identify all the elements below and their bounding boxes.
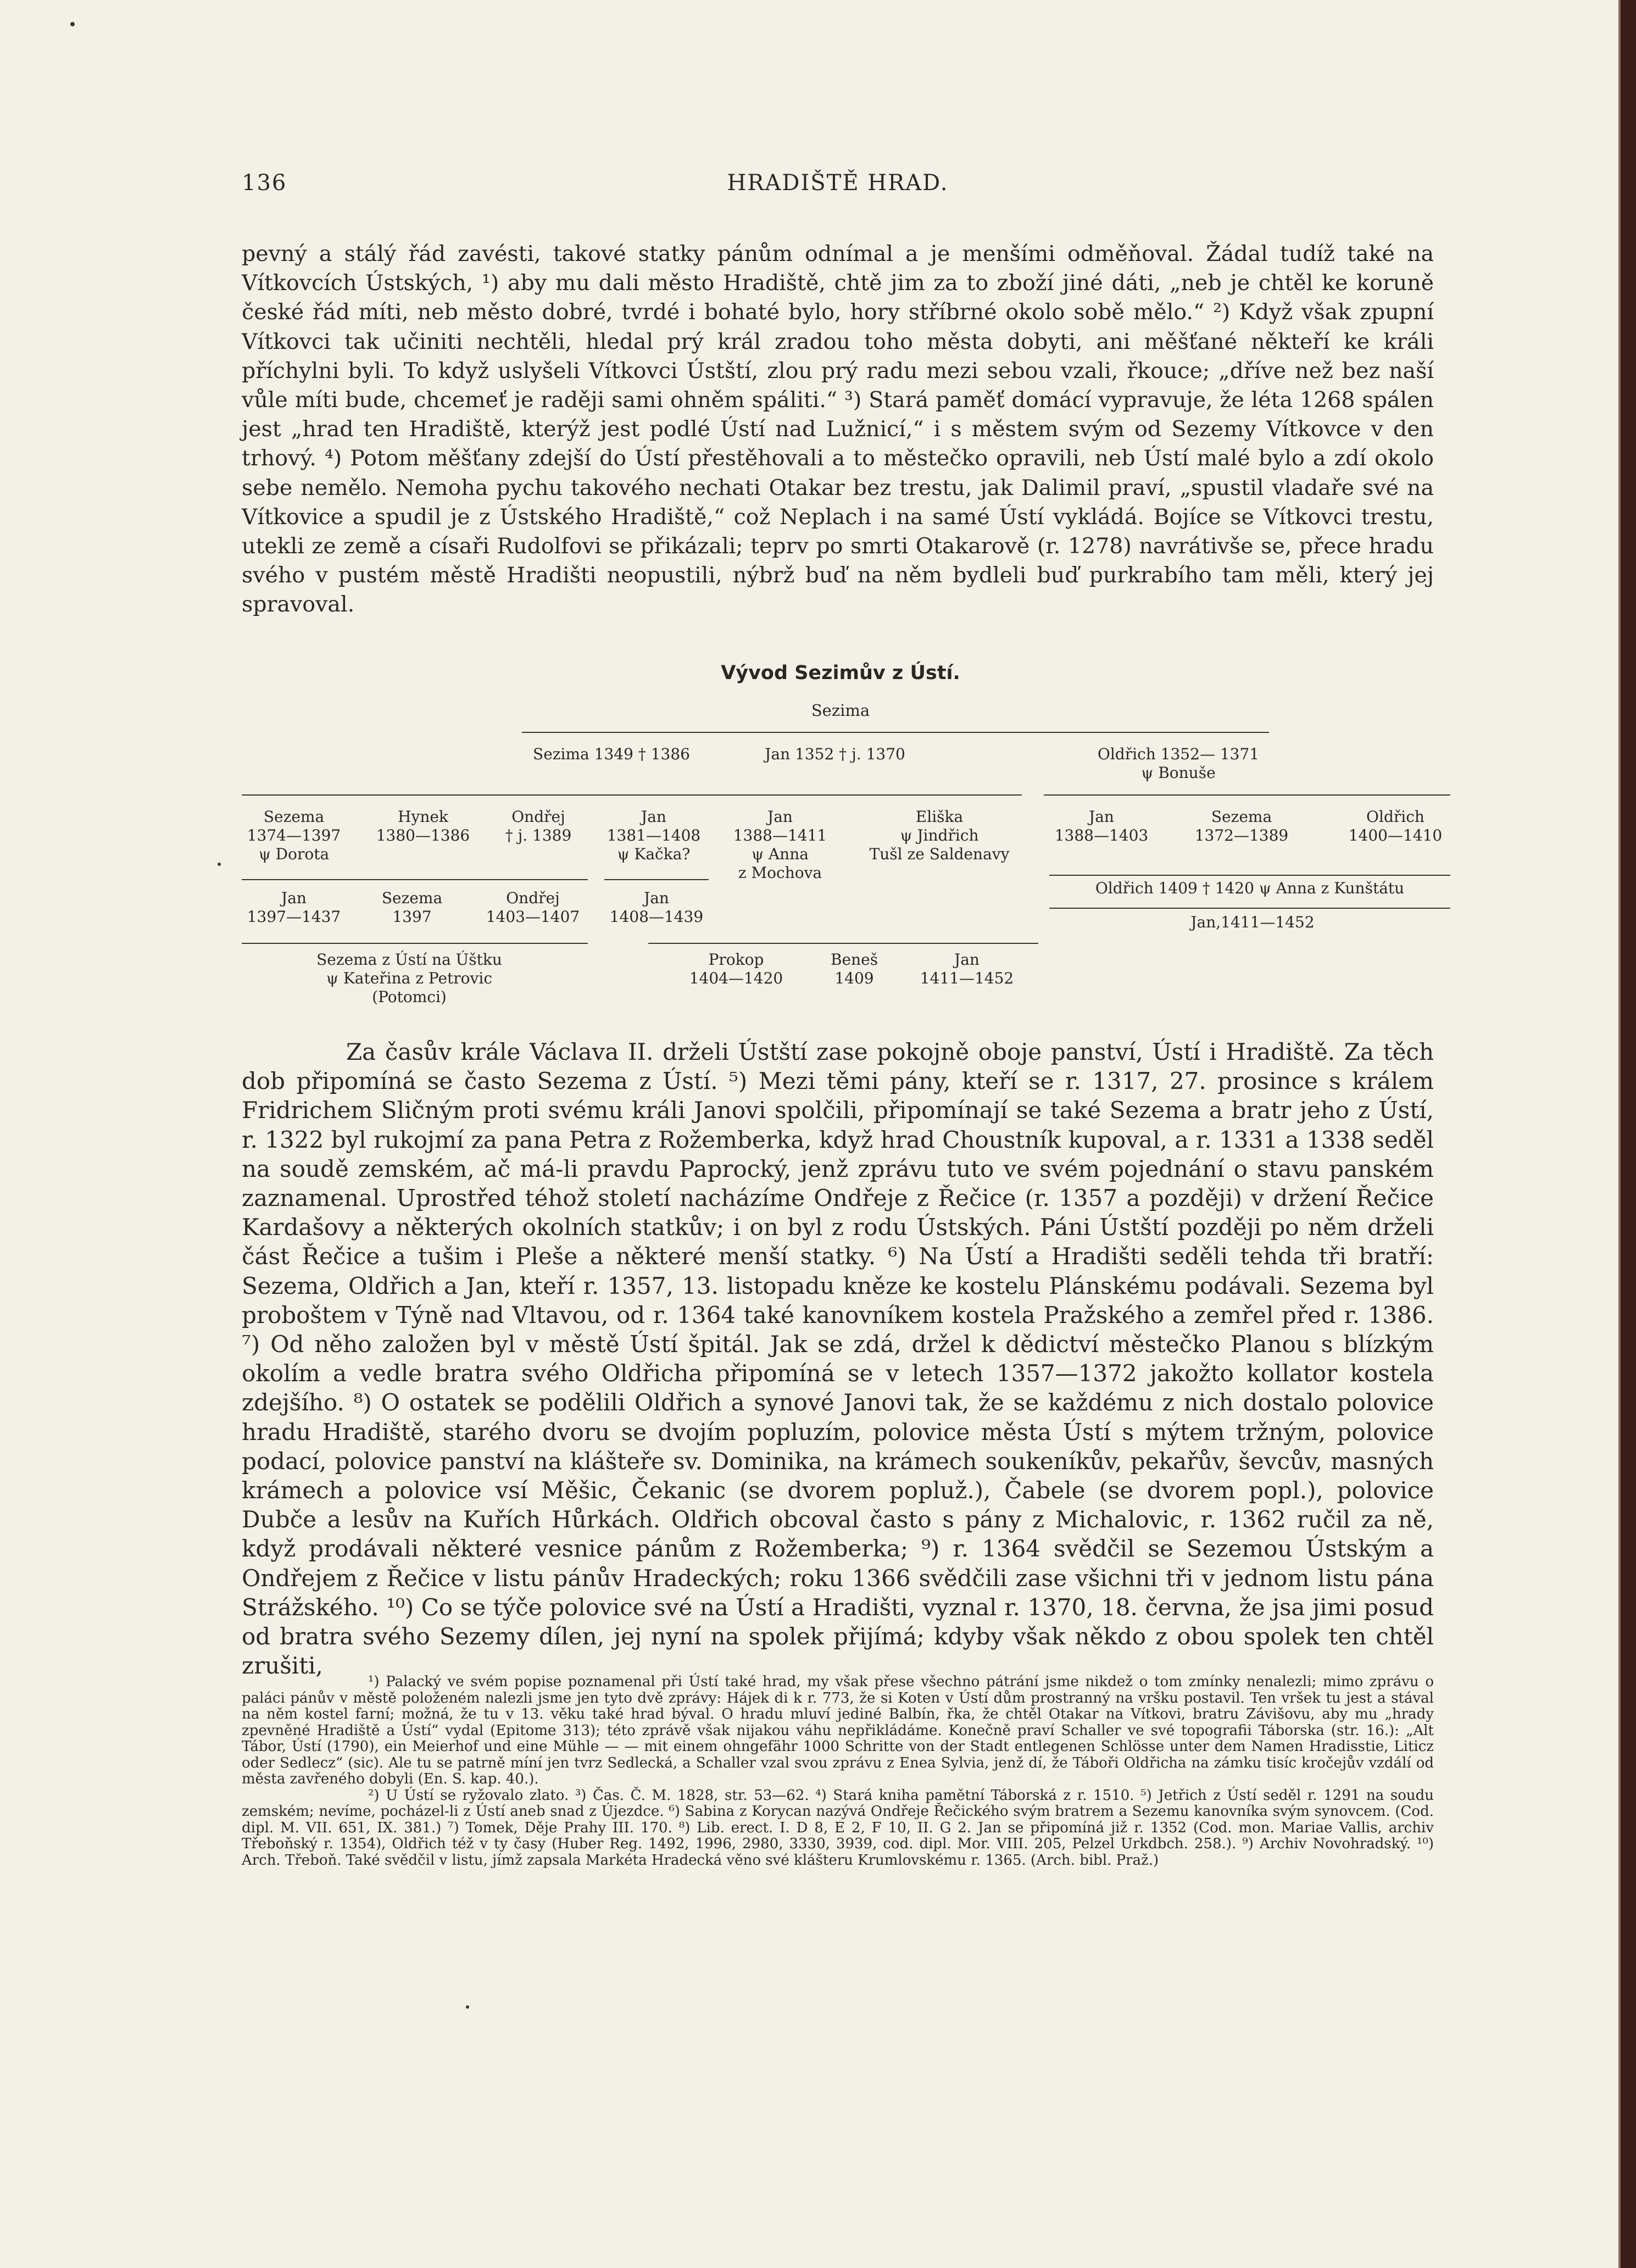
genealogy-root: Sezima — [811, 701, 870, 720]
node-benes: Beneš 1409 — [830, 950, 878, 987]
node-jan-g3: Jan 1397—1437 — [247, 889, 341, 926]
tree-line-oldrich-children — [1044, 794, 1450, 796]
paragraph-2-text: Za časův krále Václava II. drželi Ústští zase pokojně oboje panství, Ústí i Hradiště. Za těch dob připomíná se často Sezema z Ústí. ⁵) Mezi těmi pány, kteří se r. 1317, 27. prosince s králem Fridrichem Sličným proti svému králi Janovi spolčili, připomínají se také Sezema a bratr jeho z Ústí, r. 1322 byl rukojmí za pana Petra z Rožemberka, když hrad Choustník kupoval, a r. 1331 a 1338 seděl na soudě zemském, ač má-li pravdu Paprocký, jenž zprávu tuto ve svém pojednání o stavu panském zaznamenal. Uprostřed téhož století nacházíme Ondřeje z Řečice (r. 1357 a později) v držení Řečice Kardašovy a některých okolních statkův; i on byl z rodu Ústských. Páni Ústští později po něm drželi část Řečice a tušim i Pleše a některé menší statky. ⁶) Na Ústí a Hradišti seděli tehda tři bratří: Sezema, Oldřich a Jan, kteří r. 1357, 13. listopadu kněze ke kostelu Plánskému podávali. Sezema byl proboštem v Týně nad Vltavou, od r. 1364 také kanovníkem kostela Pražského a zemřel před r. 1386. ⁷) Od něho založen byl v městě Ústí špitál. Jak se zdá, držel k dědictví městečko Planou s blízkým okolím a vedle bratra svého Oldřicha připomíná se v letech 1357—1372 jakožto kollator kostela zdejšího. ⁸) O ostatek se podělili Oldřich a synové Janovi tak, že se každému z nich dostalo polovice hradu Hradiště, starého dvoru se dvojím popluzím, polovice města Ústí s mýtem tržným, polovice podací, polovice panství na klášteře sv. Dominika, na krámech soukeníkův, pekařův, ševcův, masných krámech a polovice vsí Měšic, Čekanic (se dvorem popluž.), Čabele (se dvorem popl.), polovice Dubče a lesův na Kuřích Hůrkách. Oldřich obcoval často s pány z Michalovic, r. 1362 ručil za ně, když prodávali některé vesnice pánům z Rožemberka; ⁹) r. 1364 svědčil se Sezemou Ústským a Ondřejem z Řečice v listu pánův Hradeckých; roku 1366 svědčili zase všichni tři v jednom listu pána Strážského. ¹⁰) Co se týče polovice své na Ústí a Hradišti, vyznal r. 1370, 18. června, že jsa jimi posud od bratra svého Sezemy dílen, jej nyní na spolek přijímá; kdyby však někdo z obou spolek ten chtěl zrušiti, — [242, 1038, 1434, 1680]
node-ondrej-g3: Ondřej 1403—1407 — [486, 889, 580, 926]
node-sezema-g3: Sezema 1397 — [381, 889, 443, 926]
node-ondrej: Ondřej † j. 1389 — [505, 808, 572, 844]
node-jan-g4: Jan,1411—1452 — [1190, 913, 1315, 931]
tree-line-jan3-children — [1049, 875, 1450, 876]
print-speck — [70, 22, 75, 26]
node-eliska: Eliška ψ Jindřich Tušl ze Saldenavy — [869, 808, 1010, 863]
running-title: HRADIŠTĚ HRAD. — [727, 170, 949, 196]
node-jan-3: Jan 1388—1403 — [1054, 808, 1149, 844]
tree-line-oldrich-children-2 — [1049, 908, 1450, 909]
node-jan-2: Jan 1388—1411 ψ Anna z Mochova — [733, 808, 827, 882]
tree-line-sezema-children — [242, 879, 588, 880]
genealogy-title: Vývod Sezimův z Ústí. — [721, 662, 960, 684]
node-jan-g3-2: Jan 1408—1439 — [609, 889, 704, 926]
node-oldrich-g3: Oldřich 1409 † 1420 ψ Anna z Kunštátu — [1095, 879, 1405, 897]
footnotes — [242, 1674, 1434, 1869]
node-hynek: Hynek 1380—1386 — [376, 808, 470, 844]
node-sezema: Sezema 1374—1397 ψ Dorota — [247, 808, 341, 863]
node-jan: Jan 1352 † j. 1370 — [765, 745, 905, 763]
node-sezema-2: Sezema 1372—1389 — [1194, 808, 1289, 844]
page-number: 136 — [242, 170, 287, 196]
paragraph-1 — [242, 240, 1434, 620]
tree-line-jan2-children — [648, 943, 1038, 944]
tree-line-jan1-children — [604, 879, 709, 880]
node-jan-1: Jan 1381—1408 ψ Kačka? — [606, 808, 701, 863]
footnote-1: ¹) Palacký ve svém popise poznamenal při Ústí také hrad, my však přese všechno pátrání jsme nikdež o tom zmínky nenalezli; mimo zprávu o paláci pánův v městě položeném nalezli jsme jen tyto dvě zprávy: Hájek di k r. 773, že si Koten v Ústí dům prostranný na vršku postavil. Ten vršek tu jest a stával na něm kostel farní; možná, že tu v 13. věku také hrad býval. O hradu mluví jediné Balbín, řka, že chtěl Otakar na Vítkovi, bratru Závišovu, aby mu „hrady zpevněné Hradiště a Ústí“ vydal (Epitome 313); této zprávě však nijakou váhu nepřikládáme. Konečně praví Schaller ve své topografii Táborska (str. 16.): „Alt Tábor, Ústí (1790), ein Meierhof und eine Mühle — — mit einem ohngefähr 1000 Schritte von der Stadt entlegenen Schlösse unter dem Namen Hradisstie, Liticz oder Sedlecz“ (sic). Ale tu se patrně míní jen tvrz Sedlecká, a Schaller vzal svou zprávu z Enea Sylvia, jenž dí, že Táboři Oldřicha na zámku tisíc kročejův vzdálí od města zavřeného dobyli (En. S. kap. 40.). — [242, 1674, 1434, 1787]
node-oldrich-wife: ψ Bonuše — [1141, 764, 1216, 782]
print-speck — [218, 863, 221, 866]
footnotes-2-10: ²) U Ústí se ryžovalo zlato. ³) Čas. Č. M. 1828, str. 53—62. ⁴) Stará kniha pamětní Táborská z r. 1510. ⁵) Jetřich z Ústí seděl r. 1291 na soudu zemském; nevíme, pocházel-li z Ústí aneb snad z Újezdce. ⁶) Sabina z Korycan nazývá Ondřeje Řečického svým bratrem a Sezemu kanovníka svým synovcem. (Cod. dipl. M. VII. 651, IX. 381.) ⁷) Tomek, Děje Prahy III. 170. ⁸) Lib. erect. I. D 8, E 2, F 10, II. G 2. Jan se připomíná již r. 1352 (Cod. mon. Mariae Vallis, archiv Třeboňský r. 1354), Oldřich též v ty časy (Huber Reg. 1492, 1996, 2980, 3330, 3939, cod. dipl. Mor. VIII. 205, Pelzel Urkdbch. 258.). ⁹) Archiv Novohradský. ¹⁰) Arch. Třeboň. Také svědčil v listu, jímž zapsala Markéta Hradecká věno své klášteru Krumlovskému r. 1365. (Arch. bibl. Praž.) — [242, 1787, 1434, 1869]
book-binding-edge — [1621, 0, 1636, 2268]
node-sezima: Sezima 1349 † 1386 — [533, 745, 690, 763]
paragraph-2 — [242, 1037, 1434, 1680]
node-prokop: Prokop 1404—1420 — [689, 950, 783, 987]
tree-line-jan-children-2 — [242, 943, 588, 944]
tree-line-jan-children — [599, 794, 1022, 796]
node-oldrich: Oldřich 1352— 1371 — [1097, 745, 1260, 763]
node-jan-g4-2: Jan 1411—1452 — [920, 950, 1014, 987]
paragraph-1-text: pevný a stálý řád zavésti, takové statky pánům odnímal a je menšími odměňoval. Žádal tudíž také na Vítkovcích Ústských, ¹) aby mu dali město Hradiště, chtě jim za to zboží jiné dáti, „neb je chtěl ke koruně české řád míti, neb město dobré, tvrdé i bohaté bylo, hory stříbrné okolo sobě mělo.“ ²) Když však zpupní Vítkovci tak učiniti nechtěli, hledal prý král zradou toho města dobyti, ani měšťané někteří ke králi příchylni byli. To když uslyšeli Vítkovci Ústští, zlou prý radu mezi sebou vzali, řkouce; „dříve než bez naší vůle míti bude, chcemeť je raději sami ohněm spáliti.“ ³) Stará paměť domácí vypravuje, že léta 1268 spálen jest „hrad ten Hradiště, kterýž jest podlé Ústí nad Lužnicí,“ i s městem svým od Sezemy Vítkovce v den trhový. ⁴) Potom měšťany zdejší do Ústí přestěhovali a to městečko opravili, neb Ústí malé bylo a zdí okolo sebe nemělo. Nemoha pychu takového nechati Otakar bez trestu, jak Dalimil praví, „spustil vladaře své na Vítkovice a spudil je z Ústského Hradiště,“ což Neplach i na samé Ústí vykládá. Bojíce se Vítkovci trestu, utekli ze země a císaři Rudolfovi se přikázali; teprv po smrti Otakarově (r. 1278) navrátivše se, přece hradu svého v pustém městě Hradišti neopustili, nýbrž buď na něm bydleli buď purkrabího tam měli, který jej spravoval. — [242, 241, 1434, 618]
tree-line-gen1 — [522, 732, 1269, 733]
running-header — [242, 170, 1434, 209]
node-oldrich-2: Oldřich 1400—1410 — [1348, 808, 1443, 844]
node-sezema-ustek: Sezema z Ústí na Úštku ψ Kateřina z Petrovic (Potomci) — [316, 950, 502, 1006]
print-speck — [466, 2005, 469, 2009]
